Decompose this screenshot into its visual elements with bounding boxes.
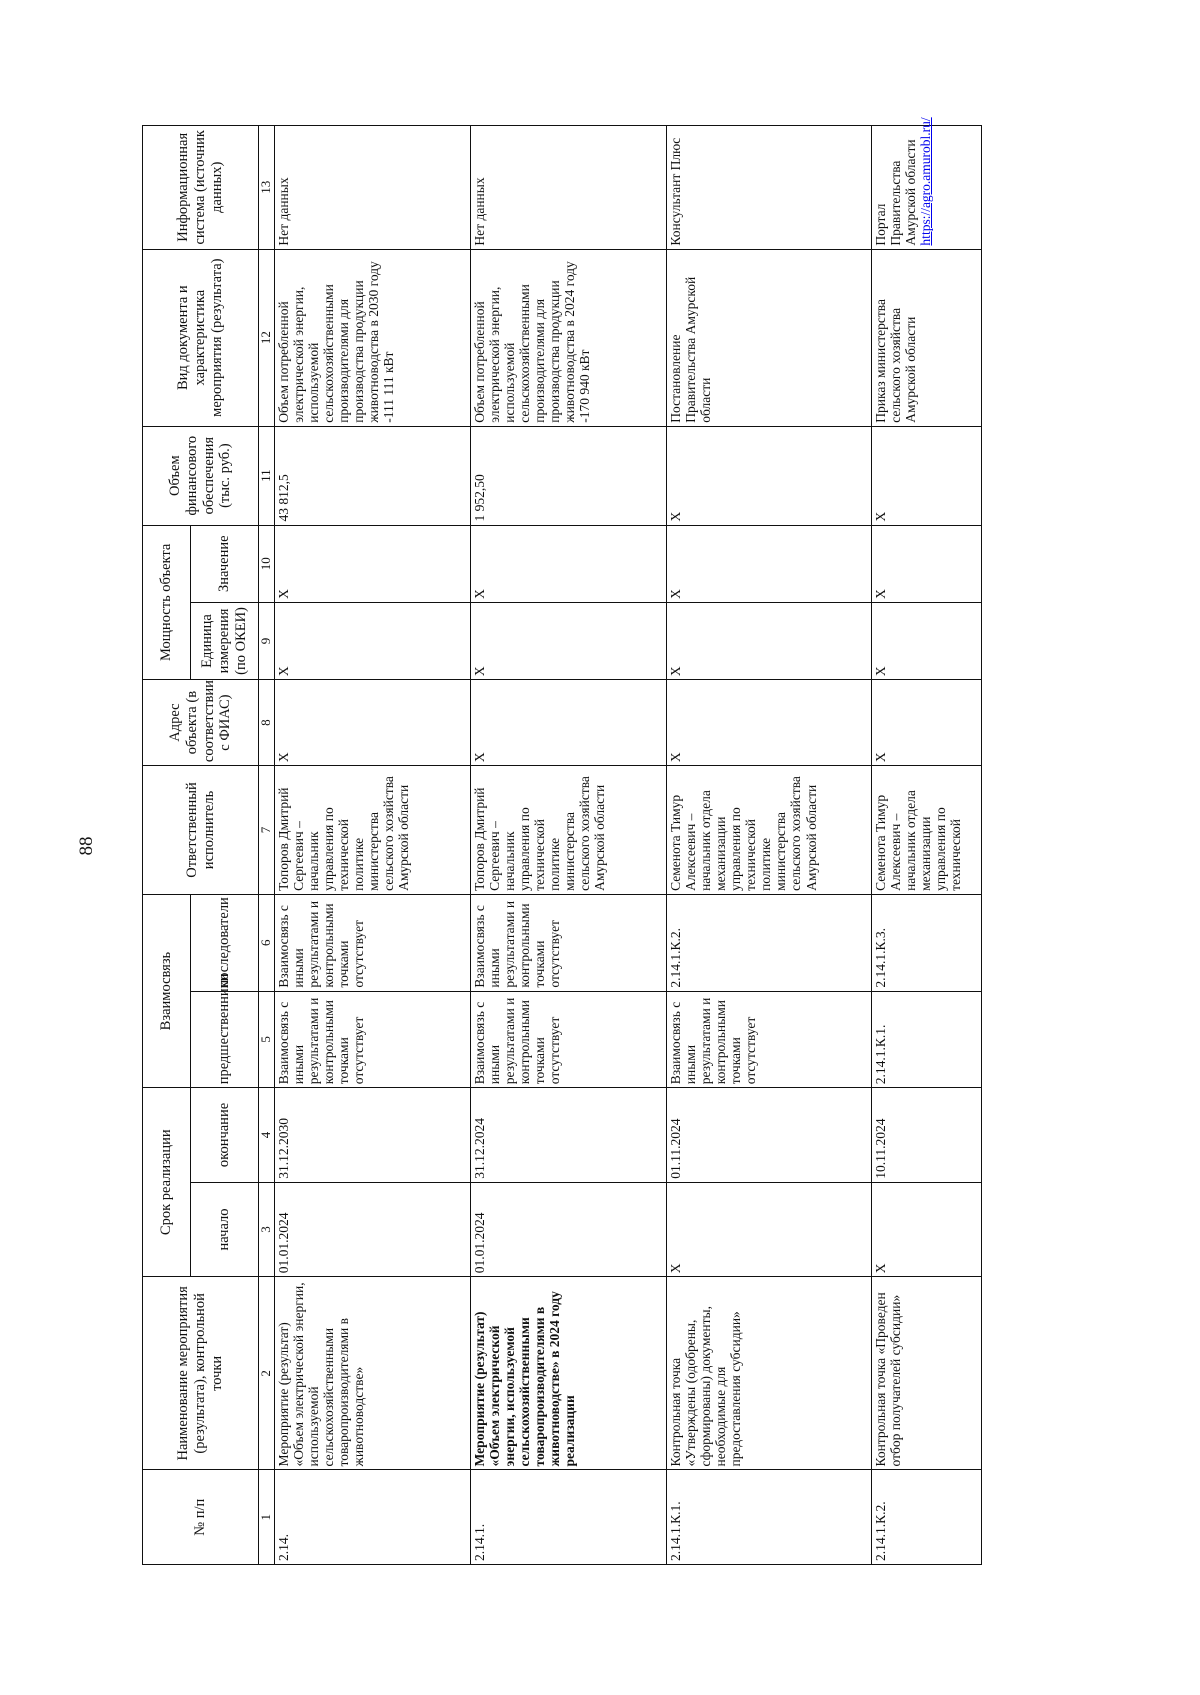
header-executor: Ответственный исполнитель [143, 766, 259, 895]
rotated-table-container [142, 117, 1092, 1565]
row-executor: Топоров Дмитрий Сергеевич – начальник управления по технической политике министерства сельского хозяйства Амурской области [470, 766, 666, 895]
row-end: 01.11.2024 [666, 1088, 871, 1183]
row-start: Х [871, 1182, 981, 1277]
header-name: Наименование мероприятия (результата), контрольной точки [143, 1277, 259, 1470]
row-executor: Семенота Тимур Алексеевич – начальник отдела механизации управления по технической [871, 766, 981, 895]
column-number: 8 [259, 680, 275, 766]
row-finance: Х [871, 426, 981, 525]
table-row [871, 126, 981, 1565]
row-num: 2.14.1.К.2. [871, 1470, 981, 1565]
row-num: 2.14. [274, 1470, 470, 1565]
row-name: Контрольная точка «Проведен отбор получателей субсидии» [871, 1277, 981, 1470]
row-start: 01.01.2024 [274, 1182, 470, 1277]
row-source [871, 117, 981, 250]
row-doc: Объем потребленной электрической энергии, используемой сельскохозяйственными производителями для производства продукции животноводства в 2030 году -111 111 кВт [274, 249, 470, 426]
row-address: Х [666, 680, 871, 766]
table-row [666, 126, 871, 1565]
header-value: Значение [191, 525, 259, 602]
row-finance: 43 812,5 [274, 426, 470, 525]
row-end: 31.12.2030 [274, 1088, 470, 1183]
source-link[interactable]: https://agro.amurobl.ru/ [917, 117, 933, 246]
header-start: начало [191, 1182, 259, 1277]
header-predecessors: предшественники [191, 991, 259, 1088]
column-number: 1 [259, 1470, 275, 1565]
column-number: 2 [259, 1277, 275, 1470]
column-number: 6 [259, 894, 275, 991]
row-num: 2.14.1.К.1. [666, 1470, 871, 1565]
row-finance: Х [666, 426, 871, 525]
row-end: 31.12.2024 [470, 1088, 666, 1183]
column-number: 11 [259, 426, 275, 525]
row-predecessors: Взаимосвязь с иными результатами и контрольными точками отсутствует [470, 991, 666, 1088]
row-value: Х [871, 525, 981, 602]
row-start: 01.01.2024 [470, 1182, 666, 1277]
row-address: Х [470, 680, 666, 766]
row-executor: Топоров Дмитрий Сергеевич – начальник управления по технической политике министерства сельского хозяйства Амурской области [274, 766, 470, 895]
column-number: 13 [259, 126, 275, 250]
row-unit: Х [871, 602, 981, 679]
header-capacity: Мощность объекта [143, 525, 191, 680]
row-successors: Взаимосвязь с иными результатами и контрольными точками отсутствует [274, 894, 470, 991]
column-number: 9 [259, 602, 275, 679]
row-name: Мероприятие (результат) «Объем электрической энергии, используемой сельскохозяйственными товаропроизводителями в животноводстве» в 2024 году реализации [470, 1277, 666, 1470]
page-number: 88 [76, 836, 97, 856]
header-end: окончание [191, 1088, 259, 1183]
row-doc: Объем потребленной электрической энергии, используемой сельскохозяйственными производителями для производства продукции животноводства в 2024 году -170 940 кВт [470, 249, 666, 426]
row-successors: Взаимосвязь с иными результатами и контрольными точками отсутствует [470, 894, 666, 991]
header-successors: последователи [191, 894, 259, 991]
row-predecessors: 2.14.1.К.1. [871, 991, 981, 1088]
row-num: 2.14.1. [470, 1470, 666, 1565]
row-end: 10.11.2024 [871, 1088, 981, 1183]
row-value: Х [470, 525, 666, 602]
row-value: Х [274, 525, 470, 602]
row-name: Контрольная точка «Утверждены (одобрены, сформированы) документы, необходимые для предоставления субсидии» [666, 1277, 871, 1470]
header-num: № п/п [143, 1470, 259, 1565]
plan-table [142, 117, 982, 1565]
row-predecessors: Взаимосвязь с иными результатами и контрольными точками отсутствует [274, 991, 470, 1088]
header-unit: Единица измерения (по ОКЕИ) [191, 602, 259, 679]
row-unit: Х [666, 602, 871, 679]
row-unit: Х [274, 602, 470, 679]
row-source: Нет данных [470, 126, 666, 250]
row-predecessors: Взаимосвязь с иными результатами и контрольными точками отсутствует [666, 991, 871, 1088]
column-numbers-row [259, 126, 275, 1565]
column-number: 10 [259, 525, 275, 602]
row-executor: Семенота Тимур Алексеевич – начальник отдела механизации управления по технической политике министерства сельского хозяйства Амурской области [666, 766, 871, 895]
header-finance: Объем финансового обеспечения (тыс. руб.) [143, 426, 259, 525]
header-doc: Вид документа и характеристика мероприятия (результата) [143, 249, 259, 426]
row-doc: Приказ министерства сельского хозяйства Амурской области [871, 249, 981, 426]
row-successors: 2.14.1.К.2. [666, 894, 871, 991]
column-number: 12 [259, 249, 275, 426]
header-source: Информационная система (источник данных) [143, 126, 259, 250]
column-number: 7 [259, 766, 275, 895]
column-number: 5 [259, 991, 275, 1088]
row-finance: 1 952,50 [470, 426, 666, 525]
row-address: Х [274, 680, 470, 766]
row-source: Нет данных [274, 126, 470, 250]
row-address: Х [871, 680, 981, 766]
row-source: Консультант Плюс [666, 126, 871, 250]
row-value: Х [666, 525, 871, 602]
table-row [470, 126, 666, 1565]
table-row [274, 126, 470, 1565]
row-successors: 2.14.1.К.3. [871, 894, 981, 991]
row-unit: Х [470, 602, 666, 679]
source-text: Портал Правительства Амурской области [872, 139, 918, 246]
column-number: 4 [259, 1088, 275, 1183]
header-address: Адрес объекта (в соответствии с ФИАС) [143, 680, 259, 766]
row-start: Х [666, 1182, 871, 1277]
column-number: 3 [259, 1182, 275, 1277]
header-period: Срок реализации [143, 1088, 191, 1277]
header-relation: Взаимосвязь [143, 894, 191, 1087]
row-doc: Постановление Правительства Амурской области [666, 249, 871, 426]
row-name: Мероприятие (результат) «Объем электрической энергии, используемой сельскохозяйственными товаропроизводителями в животноводстве» [274, 1277, 470, 1470]
